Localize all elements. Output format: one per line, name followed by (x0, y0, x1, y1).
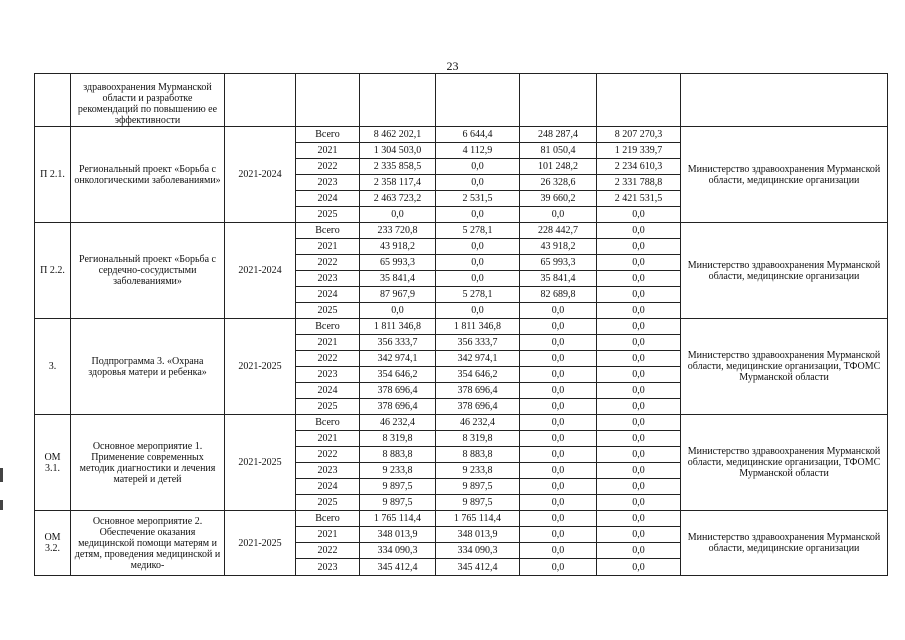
source-2-cell: 0,0 (520, 479, 597, 495)
source-2-cell: 0,0 (520, 527, 597, 543)
year-cell: 2022 (296, 351, 360, 367)
total-cell: 0,0 (360, 303, 436, 319)
year-cell: 2023 (296, 463, 360, 479)
year-cell: 2023 (296, 271, 360, 287)
source-3-cell: 0,0 (597, 223, 681, 239)
total-cell: 2 335 858,5 (360, 159, 436, 175)
year-cell: 2021 (296, 431, 360, 447)
row-period-cell: 2021-2025 (225, 319, 296, 415)
source-3-cell: 0,0 (597, 463, 681, 479)
empty-cell (681, 74, 888, 127)
source-2-cell: 0,0 (520, 415, 597, 431)
source-1-cell: 378 696,4 (436, 399, 520, 415)
scan-edge-mark (0, 468, 3, 482)
year-cell: 2025 (296, 399, 360, 415)
source-1-cell: 348 013,9 (436, 527, 520, 543)
total-cell: 348 013,9 (360, 527, 436, 543)
source-3-cell: 0,0 (597, 271, 681, 287)
table-row (35, 223, 888, 239)
year-cell: Всего (296, 223, 360, 239)
source-2-cell: 0,0 (520, 511, 597, 527)
total-cell: 87 967,9 (360, 287, 436, 303)
source-2-cell: 65 993,3 (520, 255, 597, 271)
empty-cell (225, 74, 296, 127)
source-2-cell: 0,0 (520, 367, 597, 383)
year-cell: 2022 (296, 159, 360, 175)
total-cell: 334 090,3 (360, 543, 436, 559)
source-3-cell: 0,0 (597, 351, 681, 367)
source-1-cell: 9 233,8 (436, 463, 520, 479)
table-row (35, 74, 888, 127)
responsible-cell: Министерство здравоохранения Мурманской области, медицинские организации (681, 223, 888, 319)
empty-cell (360, 74, 436, 127)
source-1-cell: 5 278,1 (436, 287, 520, 303)
year-cell: Всего (296, 415, 360, 431)
row-code-cell: П 2.2. (35, 223, 71, 319)
source-3-cell: 0,0 (597, 495, 681, 511)
row-code-cell: ОМ 3.1. (35, 415, 71, 511)
source-3-cell: 0,0 (597, 207, 681, 223)
year-cell: 2023 (296, 175, 360, 191)
source-1-cell: 8 883,8 (436, 447, 520, 463)
year-cell: Всего (296, 319, 360, 335)
total-cell: 43 918,2 (360, 239, 436, 255)
year-cell: 2022 (296, 255, 360, 271)
year-cell: 2024 (296, 191, 360, 207)
source-2-cell: 0,0 (520, 383, 597, 399)
source-1-cell: 1 765 114,4 (436, 511, 520, 527)
year-cell: 2022 (296, 543, 360, 559)
source-3-cell: 0,0 (597, 399, 681, 415)
source-2-cell: 0,0 (520, 431, 597, 447)
year-cell: 2025 (296, 207, 360, 223)
source-1-cell: 0,0 (436, 159, 520, 175)
source-1-cell: 345 412,4 (436, 559, 520, 576)
total-cell: 0,0 (360, 207, 436, 223)
responsible-cell: Министерство здравоохранения Мурманской области, медицинские организации, ТФОМС Мурманской области (681, 415, 888, 511)
source-3-cell: 0,0 (597, 479, 681, 495)
source-2-cell: 0,0 (520, 447, 597, 463)
source-2-cell: 35 841,4 (520, 271, 597, 287)
source-1-cell: 9 897,5 (436, 495, 520, 511)
source-1-cell: 1 811 346,8 (436, 319, 520, 335)
total-cell: 2 463 723,2 (360, 191, 436, 207)
empty-cell (520, 74, 597, 127)
year-cell: 2021 (296, 239, 360, 255)
total-cell: 9 897,5 (360, 495, 436, 511)
source-2-cell: 0,0 (520, 207, 597, 223)
source-3-cell: 0,0 (597, 431, 681, 447)
source-1-cell: 334 090,3 (436, 543, 520, 559)
total-cell: 2 358 117,4 (360, 175, 436, 191)
source-1-cell: 0,0 (436, 271, 520, 287)
year-cell: Всего (296, 511, 360, 527)
source-2-cell: 0,0 (520, 351, 597, 367)
source-1-cell: 354 646,2 (436, 367, 520, 383)
source-3-cell: 0,0 (597, 335, 681, 351)
source-1-cell: 0,0 (436, 303, 520, 319)
source-1-cell: 378 696,4 (436, 383, 520, 399)
empty-cell (436, 74, 520, 127)
source-3-cell: 0,0 (597, 367, 681, 383)
source-2-cell: 0,0 (520, 543, 597, 559)
source-3-cell: 0,0 (597, 239, 681, 255)
year-cell: 2025 (296, 495, 360, 511)
source-2-cell: 81 050,4 (520, 143, 597, 159)
source-3-cell: 0,0 (597, 319, 681, 335)
source-3-cell: 0,0 (597, 527, 681, 543)
source-2-cell: 248 287,4 (520, 127, 597, 143)
total-cell: 8 462 202,1 (360, 127, 436, 143)
total-cell: 8 319,8 (360, 431, 436, 447)
table-row (35, 415, 888, 431)
source-2-cell: 101 248,2 (520, 159, 597, 175)
total-cell: 1 765 114,4 (360, 511, 436, 527)
source-2-cell: 82 689,8 (520, 287, 597, 303)
row-name-cell: здравоохранения Мурманской области и разработке рекомендаций по повышению ее эффективности (71, 74, 225, 127)
total-cell: 35 841,4 (360, 271, 436, 287)
source-2-cell: 0,0 (520, 399, 597, 415)
row-name-cell: Региональный проект «Борьба с онкологическими заболеваниями» (71, 127, 225, 223)
source-1-cell: 0,0 (436, 239, 520, 255)
source-2-cell: 39 660,2 (520, 191, 597, 207)
source-3-cell: 2 234 610,3 (597, 159, 681, 175)
page-number: 23 (446, 59, 459, 73)
total-cell: 378 696,4 (360, 383, 436, 399)
source-1-cell: 4 112,9 (436, 143, 520, 159)
source-3-cell: 0,0 (597, 559, 681, 576)
source-1-cell: 5 278,1 (436, 223, 520, 239)
source-3-cell: 0,0 (597, 543, 681, 559)
row-code-cell: П 2.1. (35, 127, 71, 223)
total-cell: 1 811 346,8 (360, 319, 436, 335)
year-cell: 2023 (296, 559, 360, 576)
empty-cell (296, 74, 360, 127)
responsible-cell: Министерство здравоохранения Мурманской области, медицинские организации (681, 511, 888, 576)
source-2-cell: 0,0 (520, 463, 597, 479)
total-cell: 65 993,3 (360, 255, 436, 271)
total-cell: 354 646,2 (360, 367, 436, 383)
row-period-cell: 2021-2025 (225, 415, 296, 511)
total-cell: 8 883,8 (360, 447, 436, 463)
source-2-cell: 26 328,6 (520, 175, 597, 191)
source-3-cell: 0,0 (597, 287, 681, 303)
year-cell: 2021 (296, 527, 360, 543)
source-2-cell: 0,0 (520, 319, 597, 335)
row-period-cell: 2021-2025 (225, 511, 296, 576)
year-cell: 2024 (296, 479, 360, 495)
source-1-cell: 356 333,7 (436, 335, 520, 351)
year-cell: 2024 (296, 383, 360, 399)
year-cell: 2024 (296, 287, 360, 303)
row-name-cell: Подпрограмма 3. «Охрана здоровья матери и ребенка» (71, 319, 225, 415)
total-cell: 345 412,4 (360, 559, 436, 576)
year-cell: 2021 (296, 143, 360, 159)
row-code-cell: ОМ 3.2. (35, 511, 71, 576)
source-3-cell: 0,0 (597, 447, 681, 463)
row-name-cell: Основное мероприятие 1. Применение современных методик диагностики и лечения матерей и детей (71, 415, 225, 511)
source-1-cell: 0,0 (436, 207, 520, 223)
total-cell: 356 333,7 (360, 335, 436, 351)
year-cell: Всего (296, 127, 360, 143)
source-1-cell: 2 531,5 (436, 191, 520, 207)
total-cell: 9 233,8 (360, 463, 436, 479)
source-1-cell: 342 974,1 (436, 351, 520, 367)
total-cell: 1 304 503,0 (360, 143, 436, 159)
year-cell: 2021 (296, 335, 360, 351)
row-period-cell: 2021-2024 (225, 223, 296, 319)
total-cell: 233 720,8 (360, 223, 436, 239)
table-row (35, 511, 888, 527)
source-3-cell: 8 207 270,3 (597, 127, 681, 143)
source-1-cell: 0,0 (436, 255, 520, 271)
source-1-cell: 0,0 (436, 175, 520, 191)
total-cell: 378 696,4 (360, 399, 436, 415)
source-3-cell: 0,0 (597, 415, 681, 431)
responsible-cell: Министерство здравоохранения Мурманской области, медицинские организации, ТФОМС Мурманской области (681, 319, 888, 415)
year-cell: 2025 (296, 303, 360, 319)
row-name-cell: Основное мероприятие 2. Обеспечение оказания медицинской помощи матерям и детям, проведения медицинской и медико- (71, 511, 225, 576)
source-2-cell: 0,0 (520, 559, 597, 576)
source-3-cell: 2 331 788,8 (597, 175, 681, 191)
total-cell: 342 974,1 (360, 351, 436, 367)
total-cell: 46 232,4 (360, 415, 436, 431)
source-1-cell: 6 644,4 (436, 127, 520, 143)
source-2-cell: 0,0 (520, 335, 597, 351)
row-code-cell: 3. (35, 319, 71, 415)
source-2-cell: 0,0 (520, 303, 597, 319)
scan-edge-mark (0, 500, 3, 510)
empty-cell (597, 74, 681, 127)
row-code-cell (35, 74, 71, 127)
source-1-cell: 9 897,5 (436, 479, 520, 495)
source-3-cell: 0,0 (597, 255, 681, 271)
source-2-cell: 228 442,7 (520, 223, 597, 239)
budget-table (34, 73, 888, 576)
responsible-cell: Министерство здравоохранения Мурманской области, медицинские организации (681, 127, 888, 223)
source-2-cell: 43 918,2 (520, 239, 597, 255)
source-3-cell: 1 219 339,7 (597, 143, 681, 159)
source-3-cell: 0,0 (597, 303, 681, 319)
year-cell: 2022 (296, 447, 360, 463)
source-2-cell: 0,0 (520, 495, 597, 511)
source-3-cell: 0,0 (597, 383, 681, 399)
table-row (35, 319, 888, 335)
source-1-cell: 8 319,8 (436, 431, 520, 447)
year-cell: 2023 (296, 367, 360, 383)
source-3-cell: 0,0 (597, 511, 681, 527)
row-name-cell: Региональный проект «Борьба с сердечно-сосудистыми заболеваниями» (71, 223, 225, 319)
row-period-cell: 2021-2024 (225, 127, 296, 223)
table-row (35, 127, 888, 143)
source-3-cell: 2 421 531,5 (597, 191, 681, 207)
total-cell: 9 897,5 (360, 479, 436, 495)
source-1-cell: 46 232,4 (436, 415, 520, 431)
